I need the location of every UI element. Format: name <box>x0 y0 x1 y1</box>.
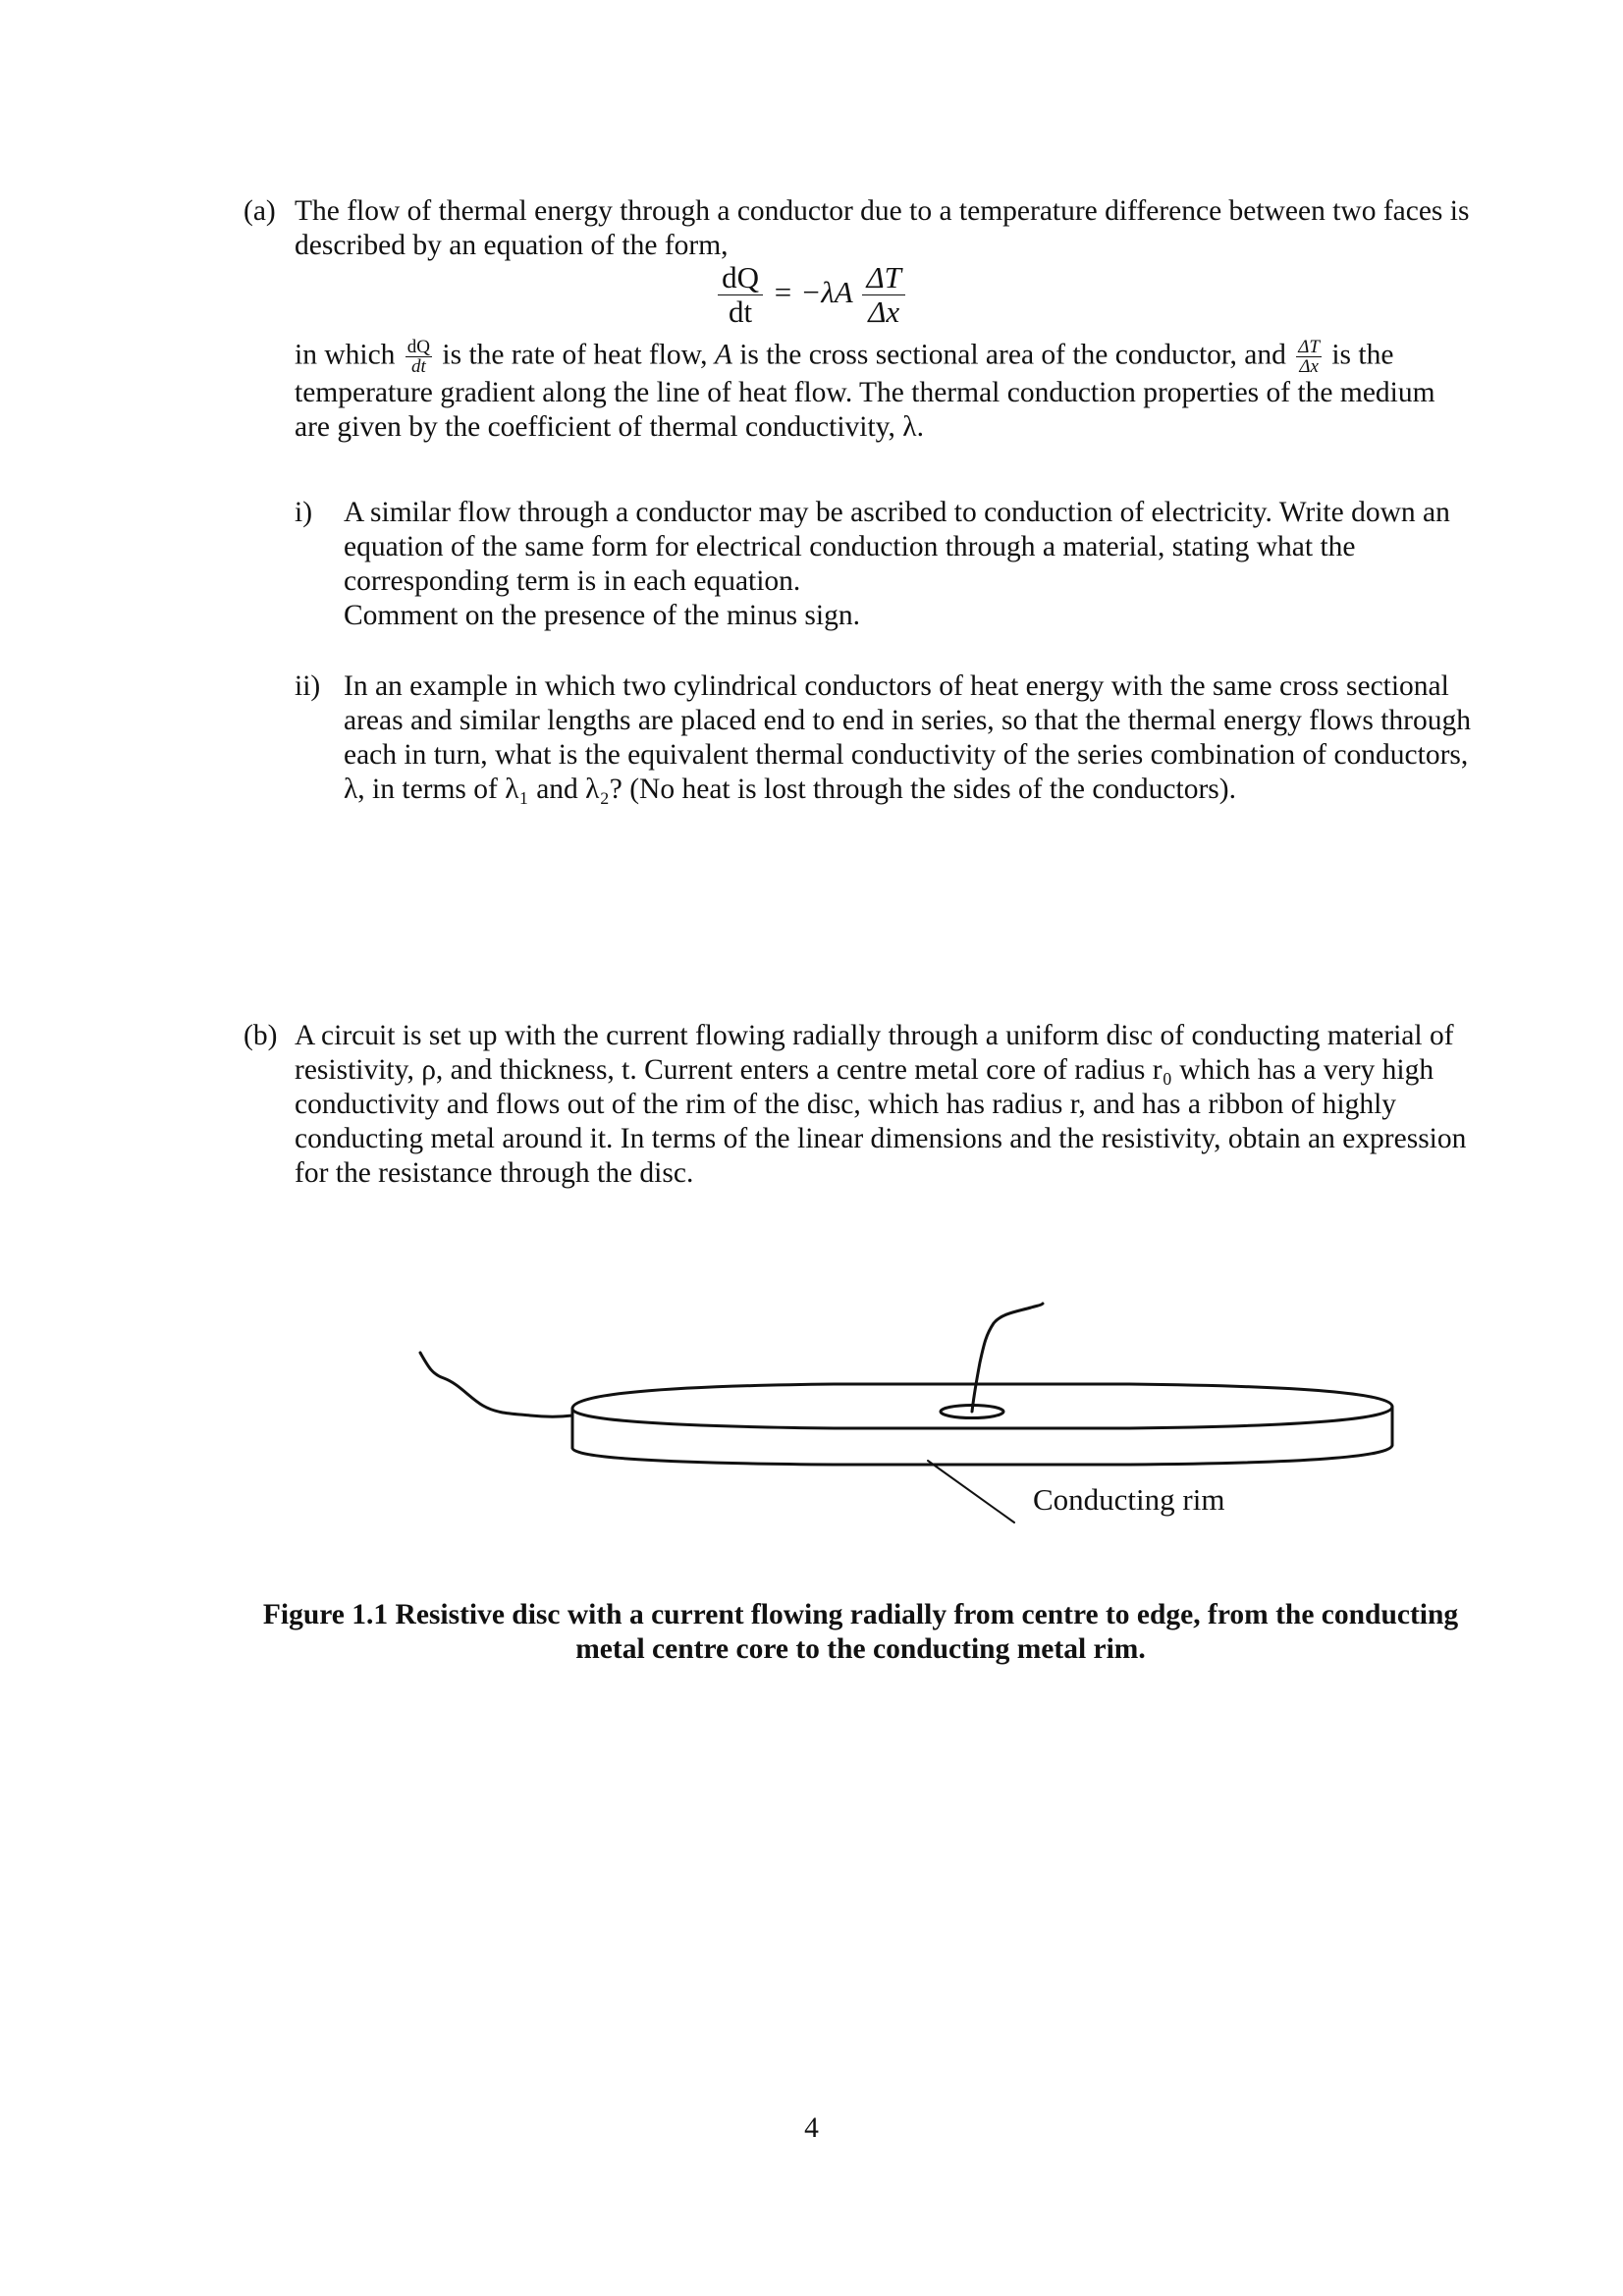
question-i-label: i) <box>295 497 313 528</box>
part-b-line-4: conducting metal around it. In terms of the linear dimensions and the resistivity, obtain an expression <box>295 1123 1467 1154</box>
equation-rhs-prefix: = −λA <box>772 274 853 309</box>
frac2-numerator: ΔT <box>1298 337 1320 357</box>
part-a-explanation-line-2: temperature gradient along the line of heat flow. The thermal conduction properties of the medium <box>295 377 1435 408</box>
part-b-label: (b) <box>243 1020 278 1051</box>
left-wire <box>420 1353 572 1416</box>
part-b-line-5: for the resistance through the disc. <box>295 1157 694 1189</box>
part-b-line-2: resistivity, ρ, and thickness, t. Current enters a centre metal core of radius r₀ which has a very high <box>295 1054 1434 1086</box>
question-i-line-4: Comment on the presence of the minus sign. <box>344 600 860 631</box>
rim-pointer-line <box>928 1461 1014 1522</box>
explanation-text-is-the: is the <box>1331 339 1394 371</box>
question-ii-line-2: areas and similar lengths are placed end to end in series, so that the thermal energy flows through <box>344 705 1471 736</box>
explanation-text-area: is the cross sectional area of the conductor, and <box>739 339 1286 371</box>
part-b-line-1: A circuit is set up with the current flowing radially through a uniform disc of conducting material of <box>295 1020 1454 1051</box>
equation-rhs-numerator: ΔT <box>862 261 904 295</box>
figure-caption-line-1: Figure 1.1 Resistive disc with a current flowing radially from centre to edge, from the conducting <box>262 1599 1459 1630</box>
question-ii-line-1: In an example in which two cylindrical conductors of heat energy with the same cross sectional <box>344 670 1449 702</box>
explanation-text-rate: is the rate of heat flow, <box>442 339 708 371</box>
conducting-rim-label: Conducting rim <box>1033 1482 1225 1517</box>
explanation-text-in-which: in which <box>295 339 396 371</box>
part-a-explanation-line-3: are given by the coefficient of thermal conductivity, λ. <box>295 411 924 443</box>
question-i-line-2: equation of the same form for electrical conduction through a material, stating what the <box>344 531 1356 562</box>
question-ii-line-3: each in turn, what is the equivalent thermal conductivity of the series combination of conductors, <box>344 739 1469 771</box>
equation-lhs-numerator: dQ <box>718 261 763 295</box>
disc-bottom-edge <box>572 1445 1392 1465</box>
part-a-label: (a) <box>243 195 276 227</box>
part-b-line-3: conductivity and flows out of the rim of the disc, which has radius r, and has a ribbon of highly <box>295 1089 1397 1120</box>
question-ii-line-4: λ, in terms of λ₁ and λ₂? (No heat is lost through the sides of the conductors). <box>344 774 1236 805</box>
centre-wire <box>972 1304 1043 1412</box>
equation-rhs-denominator: Δx <box>868 294 900 329</box>
figure-caption <box>196 1598 1525 1667</box>
figure-caption-line-2: metal centre core to the conducting metal rim. <box>575 1633 1146 1665</box>
frac2-denominator: Δx <box>1299 356 1319 377</box>
question-ii-label: ii) <box>295 670 321 702</box>
question-i-line-1: A similar flow through a conductor may be ascribed to conduction of electricity. Write down an <box>344 497 1450 528</box>
question-i-line-3: corresponding term is in each equation. <box>344 565 801 597</box>
frac1-numerator: dQ <box>406 337 431 357</box>
frac1-denominator: dt <box>411 356 426 377</box>
explanation-symbol-A: A <box>714 339 732 371</box>
part-a-intro-line-1: The flow of thermal energy through a conductor due to a temperature difference between two faces is <box>295 195 1470 227</box>
page-number: 4 <box>804 2112 819 2144</box>
part-a-intro-line-2: described by an equation of the form, <box>295 230 729 261</box>
equation-lhs-denominator: dt <box>728 294 753 329</box>
